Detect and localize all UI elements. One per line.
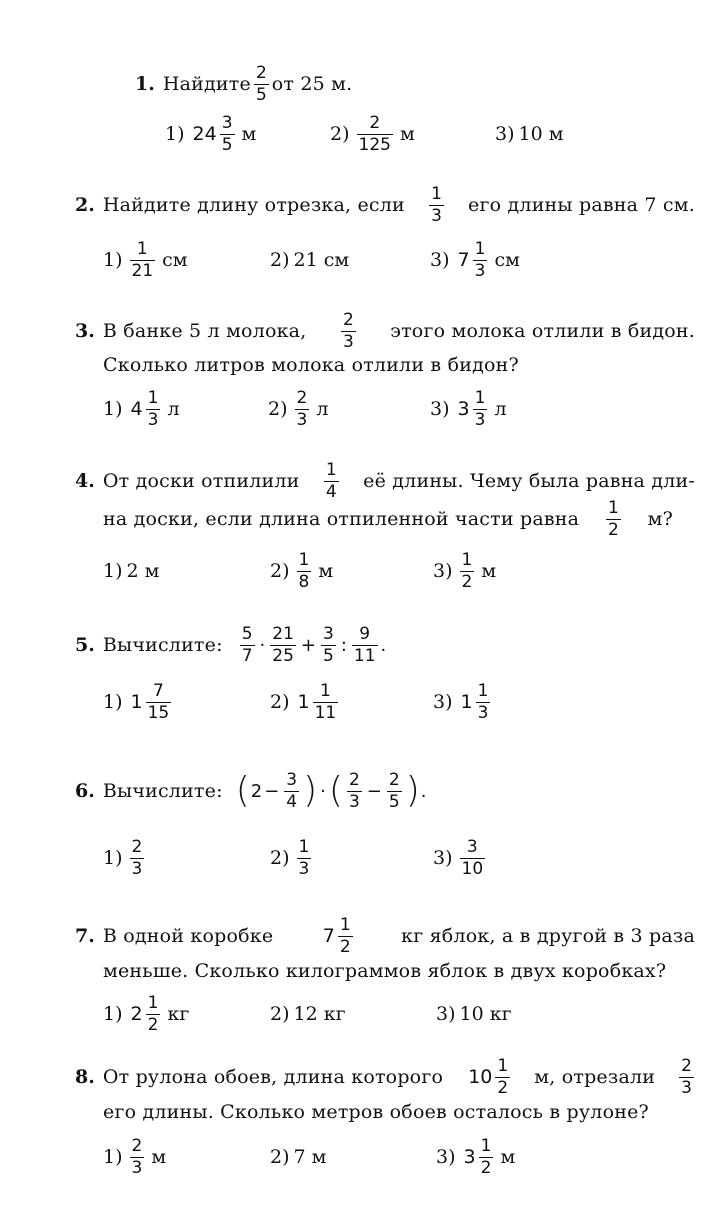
problem-8-option-1 [103, 1133, 166, 1181]
fraction [473, 387, 488, 430]
fraction-numerator: 1 [298, 549, 310, 570]
fraction-denominator: 3 [474, 409, 486, 430]
problem-2-option-3 [430, 236, 520, 284]
unit: л [316, 398, 329, 420]
problem-4-option-2 [270, 547, 333, 595]
problem-7-question: 7. В одной коробке 7 $\frac{1}{2}$ кг яблок, а в другой в 3 раза [75, 914, 695, 957]
fraction-denominator: 2 [461, 571, 473, 592]
whole-part: 7 [457, 249, 470, 271]
option-label: 3) [433, 691, 453, 713]
fraction-numerator: 1 [147, 992, 159, 1013]
problem-5-question: 5. Вычислите: $\frac{5}{7}$ · $\frac{21}{25}$ + $\frac{3}{5}$ : $\frac{9}{11}$ . [75, 623, 387, 666]
fraction [387, 769, 402, 812]
math-symbol: + [300, 634, 316, 656]
fraction [297, 836, 312, 879]
unit: см [162, 249, 188, 271]
fraction-numerator: 9 [359, 623, 371, 644]
problem-3-question: 3. В банке 5 л молока, $\frac{2}{3}$ этого молока отлили в бидон. [75, 309, 695, 352]
fraction [429, 183, 444, 226]
fraction-denominator: 7 [241, 645, 253, 666]
fraction-denominator: 4 [325, 481, 337, 502]
option-label: 1) [103, 691, 123, 713]
fraction [352, 623, 378, 666]
problem-3-question-line2: Сколько литров молока отлили в бидон? [103, 354, 519, 376]
option-label: 3) [430, 249, 450, 271]
problem-4-question: 4. От доски отпилили $\frac{1}{4}$ её длины. Чему была равна дли- [75, 459, 695, 502]
fraction-denominator: 3 [348, 791, 360, 812]
math-symbol: · [259, 634, 266, 656]
whole-part: 1 [130, 691, 143, 713]
problem-6-question: 6. Вычислите: ( 2 − $\frac{3}{4}$ ) · ( $\frac{2}{3}$ − $\frac{2}{5}$ ) . [75, 769, 427, 812]
problem-number: 1. [135, 73, 155, 95]
fraction-numerator: 2 [681, 1055, 692, 1076]
fraction-denominator: 3 [474, 260, 486, 281]
option-label: 2) [330, 123, 350, 145]
math-symbol: − [366, 780, 382, 802]
fraction-denominator: 2 [480, 1157, 492, 1178]
whole-part: 4 [130, 398, 143, 420]
problem-3-option-2 [268, 385, 328, 433]
fraction-denominator: 3 [296, 409, 308, 430]
problem-5-option-3 [433, 678, 493, 726]
option-label: 2) [270, 249, 290, 271]
option-label: 1) [103, 1003, 123, 1025]
fraction-numerator: 2 [348, 769, 360, 790]
fraction-numerator: 2 [388, 769, 400, 790]
fraction [679, 1055, 694, 1098]
problem-number: 2. [75, 194, 95, 216]
problem-6-option-1 [103, 834, 147, 882]
option-label: 3) [433, 847, 453, 869]
whole-part: 1 [460, 691, 473, 713]
fraction [284, 769, 299, 812]
fraction-denominator: 3 [131, 1157, 143, 1178]
fraction-denominator: 5 [388, 791, 400, 812]
fraction-denominator: 3 [131, 858, 143, 879]
fraction [146, 680, 172, 723]
fraction-numerator: 1 [497, 1055, 509, 1076]
unit: см [494, 249, 520, 271]
problem-number: 8. [75, 1066, 95, 1088]
problem-number: 7. [75, 925, 95, 947]
fraction [473, 238, 488, 281]
fraction-denominator: 4 [286, 791, 298, 812]
math-symbol: ) [405, 770, 420, 811]
fraction [460, 549, 475, 592]
fraction-numerator: 1 [298, 836, 310, 857]
option-label: 1) [165, 123, 185, 145]
fraction [606, 497, 621, 540]
fraction-denominator: 125 [358, 134, 391, 155]
fraction [313, 680, 339, 723]
fraction-denominator: 25 [272, 645, 294, 666]
fraction-numerator: 1 [474, 238, 486, 259]
fraction-denominator: 2 [607, 519, 619, 540]
problem-4-question-line2: на доски, если длина отпиленной части равна $\frac{1}{2}$ м? [103, 497, 673, 540]
option-label: 1) [103, 398, 123, 420]
math-symbol: · [320, 780, 326, 802]
problem-5-option-2 [270, 678, 341, 726]
fraction-numerator: 1 [477, 680, 489, 701]
fraction-denominator: 2 [339, 936, 351, 957]
fraction-numerator: 3 [286, 769, 298, 790]
problem-3-option-1 [103, 385, 180, 433]
fraction-numerator: 1 [607, 497, 619, 518]
fraction-numerator: 1 [320, 680, 331, 701]
fraction-denominator: 8 [298, 571, 310, 592]
option-label: 1) [103, 560, 123, 582]
problem-number: 5. [75, 634, 95, 656]
whole-part: 3 [463, 1146, 476, 1168]
fraction [270, 623, 296, 666]
unit: м [399, 123, 415, 145]
fraction-numerator: 1 [474, 387, 486, 408]
fraction [321, 623, 336, 666]
fraction-numerator: 1 [480, 1135, 492, 1156]
fraction-denominator: 3 [298, 858, 310, 879]
problem-8-option-2: 2) 7 м [270, 1146, 327, 1168]
fraction-numerator: 2 [342, 309, 354, 330]
fraction-denominator: 3 [342, 331, 354, 352]
fraction-denominator: 3 [681, 1077, 692, 1098]
math-symbol: ) [303, 770, 318, 811]
unit: м [500, 1146, 516, 1168]
whole-part: 7 [322, 925, 335, 947]
problem-6-option-2 [270, 834, 314, 882]
problem-1-question: 1. Найдите $\frac{2}{5}$ от 25 м. [135, 62, 353, 105]
fraction [479, 1135, 494, 1178]
fraction [130, 238, 156, 281]
whole-part: 1 [297, 691, 310, 713]
problem-5-option-1 [103, 678, 174, 726]
option-label: 3) [433, 560, 453, 582]
unit: л [494, 398, 507, 420]
problem-7-question-line2: меньше. Сколько килограммов яблок в двух коробках? [103, 960, 667, 982]
fraction-denominator: 3 [147, 409, 159, 430]
whole-part: 3 [457, 398, 470, 420]
unit: л [167, 398, 180, 420]
fraction [495, 1055, 510, 1098]
option-label: 2) [270, 560, 290, 582]
option-label: 2) [270, 1003, 290, 1025]
fraction [357, 112, 393, 155]
math-symbol: . [420, 780, 427, 802]
fraction [476, 680, 491, 723]
problem-3-option-3 [430, 385, 507, 433]
fraction-numerator: 7 [153, 680, 164, 701]
problem-2-option-2: 2) 21 см [270, 249, 350, 271]
math-symbol: 2 [250, 780, 263, 802]
unit: м [481, 560, 497, 582]
problem-1-option-1 [165, 110, 256, 158]
option-label: 1) [103, 249, 123, 271]
fraction-denominator: 15 [147, 702, 170, 723]
problem-8-question: 8. От рулона обоев, длина которого 10 $\frac{1}{2}$ м, отрезали $\frac{2}{3}$ [75, 1055, 692, 1098]
problem-1-option-2 [330, 110, 415, 158]
fraction-numerator: 3 [221, 112, 233, 133]
fraction-numerator: 21 [272, 623, 294, 644]
problem-number: 6. [75, 780, 95, 802]
problem-7-option-2: 2) 12 кг [270, 1003, 346, 1025]
fraction [146, 992, 161, 1035]
problem-4-option-3 [433, 547, 496, 595]
fraction [295, 387, 310, 430]
fraction-denominator: 5 [322, 645, 334, 666]
problem-number: 3. [75, 320, 95, 342]
problem-number: 4. [75, 470, 95, 492]
fraction [460, 836, 486, 879]
fraction-numerator: 2 [369, 112, 381, 133]
math-symbol: − [264, 780, 280, 802]
fraction-numerator: 1 [431, 183, 442, 204]
option-label: 2) [270, 847, 290, 869]
fraction-numerator: 1 [147, 387, 159, 408]
whole-part: 10 [468, 1066, 493, 1088]
fraction-numerator: 3 [466, 836, 478, 857]
problem-7-option-1 [103, 990, 189, 1038]
problem-4-option-1: 1) 2 м [103, 560, 160, 582]
fraction-denominator: 5 [255, 84, 267, 105]
fraction [220, 112, 235, 155]
problem-8-question-line2: его длины. Сколько метров обоев осталось в рулоне? [103, 1101, 649, 1123]
unit: м [151, 1146, 167, 1168]
problem-8-option-3 [436, 1133, 515, 1181]
fraction-numerator: 2 [131, 836, 143, 857]
fraction [130, 836, 145, 879]
fraction-denominator: 10 [461, 858, 484, 879]
fraction [338, 914, 353, 957]
option-label: 3) [495, 123, 515, 145]
option-label: 3) [430, 398, 450, 420]
fraction-numerator: 3 [322, 623, 334, 644]
option-label: 2) [268, 398, 288, 420]
option-label: 1) [103, 847, 123, 869]
fraction-denominator: 2 [147, 1014, 159, 1035]
fraction-denominator: 11 [314, 702, 337, 723]
fraction-denominator: 21 [131, 260, 154, 281]
math-symbol: ( [235, 770, 250, 811]
fraction-numerator: 1 [461, 549, 473, 570]
fraction-denominator: 3 [431, 205, 442, 226]
fraction [341, 309, 356, 352]
fraction [297, 549, 312, 592]
problem-1-option-3: 3) 10 м [495, 123, 564, 145]
fraction-numerator: 1 [339, 914, 351, 935]
option-label: 2) [270, 1146, 290, 1168]
problem-2-option-1 [103, 236, 188, 284]
fraction-numerator: 2 [255, 62, 267, 83]
option-label: 2) [270, 691, 290, 713]
option-label: 3) [436, 1003, 456, 1025]
fraction [146, 387, 161, 430]
math-symbol: . [380, 634, 387, 656]
fraction-numerator: 1 [325, 459, 337, 480]
fraction [240, 623, 255, 666]
whole-part: 2 [130, 1003, 143, 1025]
math-symbol: : [340, 634, 347, 656]
fraction-denominator: 2 [497, 1077, 509, 1098]
fraction-numerator: 5 [241, 623, 253, 644]
problem-6-option-3 [433, 834, 488, 882]
unit: кг [167, 1003, 190, 1025]
fraction-numerator: 2 [296, 387, 308, 408]
fraction [347, 769, 362, 812]
fraction-numerator: 2 [131, 1135, 143, 1156]
fraction-denominator: 5 [221, 134, 233, 155]
option-label: 1) [103, 1146, 123, 1168]
fraction [254, 62, 269, 105]
whole-part: 24 [192, 123, 217, 145]
fraction-denominator: 11 [353, 645, 376, 666]
fraction-denominator: 3 [477, 702, 489, 723]
unit: м [241, 123, 257, 145]
option-label: 3) [436, 1146, 456, 1168]
fraction-numerator: 1 [136, 238, 148, 259]
unit: м [318, 560, 334, 582]
fraction [130, 1135, 145, 1178]
problem-2-question: 2. Найдите длину отрезка, если $\frac{1}{3}$ его длины равна 7 см. [75, 183, 695, 226]
math-symbol: ( [328, 770, 343, 811]
problem-7-option-3: 3) 10 кг [436, 1003, 512, 1025]
